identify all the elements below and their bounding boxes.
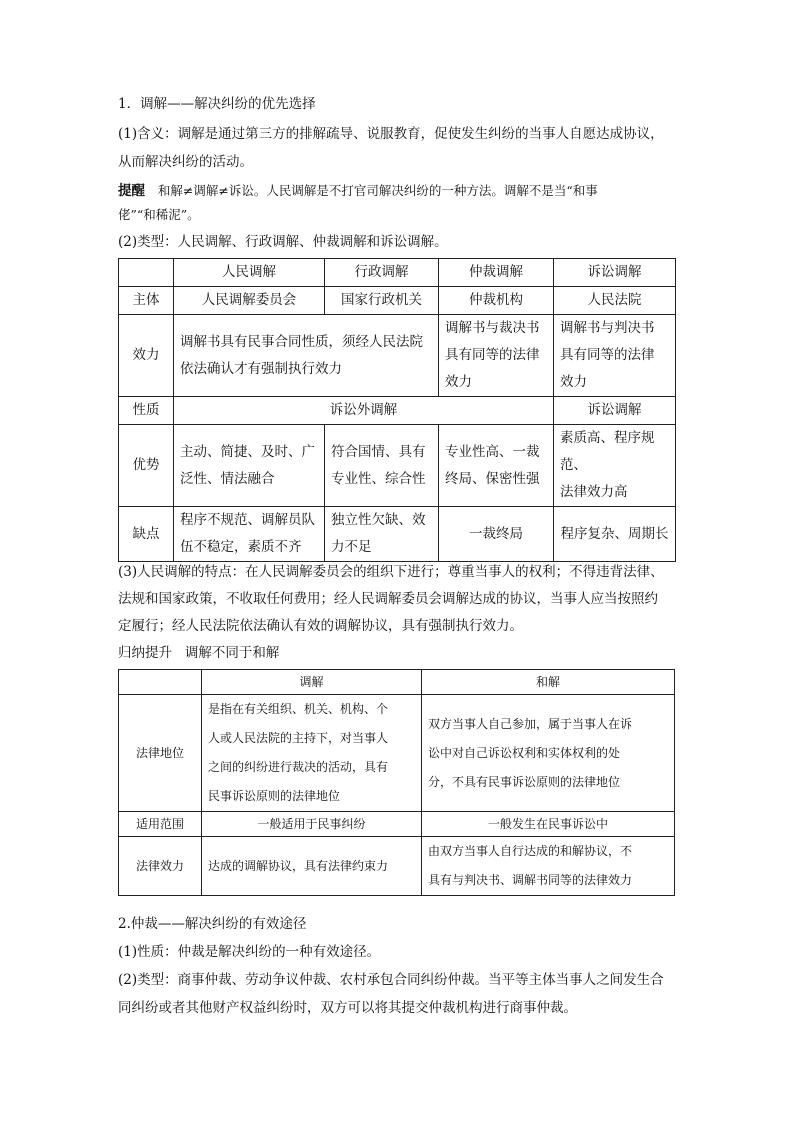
summary-text: 调解不同于和解	[184, 645, 280, 661]
table-row	[119, 507, 676, 562]
table-cell: 主动、简捷、及时、广 泛性、情法融合	[174, 425, 325, 507]
table-cell: 专业性高、一裁 终局、保密性强	[439, 425, 554, 507]
types-line: (2)类型：人民调解、行政调解、仲裁调解和诉讼调解。	[118, 234, 448, 250]
tip-line1	[118, 182, 598, 200]
summary-label: 归纳提升	[118, 645, 172, 661]
table-cell: 符合国情、具有 专业性、综合性	[325, 425, 439, 507]
table-cell: 是指在有关组织、机关、机构、个 人或人民法院的主持下，对当事人 之间的纠纷进行裁决的活动，具有 民事诉讼原则的法律地位	[202, 695, 422, 812]
row-label: 法律地位	[119, 695, 202, 812]
header-cell: 仲裁调解	[439, 259, 554, 287]
header-cell	[119, 259, 174, 287]
arbitration-types-line2: 同纠纷或者其他财产权益纠纷时，双方可以将其提交仲裁机构进行商事仲裁。	[118, 1000, 577, 1016]
header-cell: 调解	[202, 670, 422, 695]
row-label: 主体	[119, 287, 174, 315]
row-label: 性质	[119, 397, 174, 425]
table-cell: 素质高、程序规范、 法律效力高	[554, 425, 676, 507]
table-row	[119, 425, 676, 507]
table-cell: 调解书与裁决书 具有同等的法律 效力	[439, 315, 554, 397]
section1-heading: 1．调解——解决纠纷的优先选择	[118, 96, 316, 112]
table-cell: 人民调解委员会	[174, 287, 325, 315]
mediation-types-table	[118, 258, 676, 562]
row-label: 效力	[119, 315, 174, 397]
features-line3: 定履行；经人民法院依法确认有效的调解协议，具有强制执行效力。	[118, 618, 523, 634]
table-cell: 一般适用于民事纠纷	[202, 812, 422, 837]
mediation-vs-settlement-table	[118, 669, 675, 896]
header-cell: 诉讼调解	[554, 259, 676, 287]
row-label: 优势	[119, 425, 174, 507]
row-label: 法律效力	[119, 837, 202, 896]
arbitration-nature: (1)性质：仲裁是解决纠纷的一种有效途径。	[118, 944, 381, 960]
features-line2: 法规和国家政策，不收取任何费用；经人民调解委员会调解达成的协议，当事人应当按照约	[118, 591, 658, 607]
meaning-line2: 从而解决纠纷的活动。	[118, 154, 253, 170]
table-row	[119, 397, 676, 425]
table-cell: 一裁终局	[439, 507, 554, 562]
table-row	[119, 695, 675, 812]
table-row	[119, 287, 676, 315]
tip-line2: 佬”“和稀泥”。	[118, 207, 200, 222]
table-cell: 一般发生在民事诉讼中	[422, 812, 675, 837]
table-row	[119, 670, 675, 695]
row-label: 缺点	[119, 507, 174, 562]
table-cell: 由双方当事人自行达成的和解协议，不 具有与判决书、调解书同等的法律效力	[422, 837, 675, 896]
table-cell: 独立性欠缺、效 力不足	[325, 507, 439, 562]
summary-line	[118, 644, 279, 662]
table-row	[119, 315, 676, 397]
features-line1: (3)人民调解的特点：在人民调解委员会的组织下进行；尊重当事人的权利；不得违背法律、	[118, 564, 664, 580]
section2-heading: 2.仲裁——解决纠纷的有效途径	[118, 916, 307, 932]
arbitration-types-line1: (2)类型：商事仲裁、劳动争议仲裁、农村承包合同纠纷仲裁。当平等主体当事人之间发生合	[118, 972, 664, 988]
table-cell: 人民法院	[554, 287, 676, 315]
table-cell: 程序不规范、调解员队 伍不稳定，素质不齐	[174, 507, 325, 562]
table-cell: 程序复杂、周期长	[554, 507, 676, 562]
table-cell: 调解书具有民事合同性质，须经人民法院 依法确认才有强制执行效力	[174, 315, 439, 397]
table-cell: 调解书与判决书 具有同等的法律 效力	[554, 315, 676, 397]
table-row	[119, 259, 676, 287]
table-row	[119, 837, 675, 896]
header-cell: 人民调解	[174, 259, 325, 287]
table-cell: 仲裁机构	[439, 287, 554, 315]
table-cell: 双方当事人自己参加，属于当事人在诉 讼中对自己诉讼权利和实体权利的处 分，不具有民事诉讼原则的法律地位	[422, 695, 675, 812]
row-label: 适用范围	[119, 812, 202, 837]
table-row	[119, 812, 675, 837]
header-cell: 行政调解	[325, 259, 439, 287]
tip-label: 提醒	[118, 183, 145, 199]
table-cell: 国家行政机关	[325, 287, 439, 315]
tip-text: 和解≠调解≠诉讼。人民调解是不打官司解决纠纷的一种方法。调解不是当“和事	[157, 183, 598, 198]
header-cell: 和解	[422, 670, 675, 695]
table-cell: 达成的调解协议，具有法律约束力	[202, 837, 422, 896]
table-cell: 诉讼调解	[554, 397, 676, 425]
meaning-line1: (1)含义：调解是通过第三方的排解疏导、说服教育，促使发生纠纷的当事人自愿达成协议，	[118, 126, 664, 142]
table-cell: 诉讼外调解	[174, 397, 554, 425]
